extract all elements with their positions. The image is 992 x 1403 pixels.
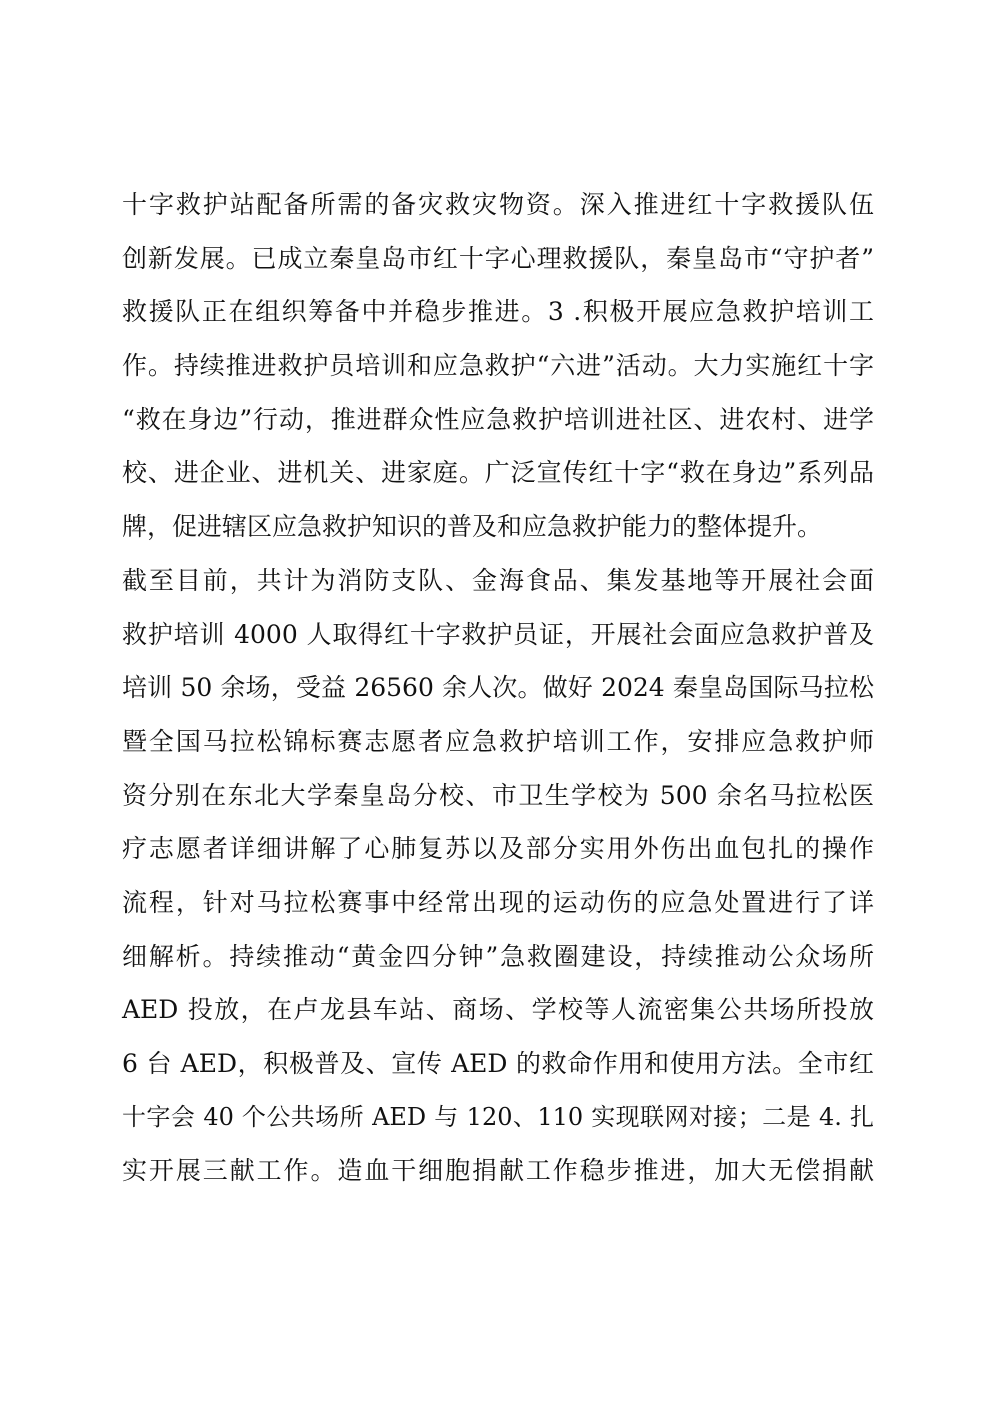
text-line: 十字会 40 个公共场所 AED 与 120、110 实现联网对接；二是 4. 扎: [122, 1102, 874, 1131]
text-line: 细解析。持续推动“黄金四分钟”急救圈建设，持续推动公众场所: [122, 941, 874, 971]
text-line: 截至目前，共计为消防支队、金海食品、集发基地等开展社会面: [122, 565, 874, 595]
text-line: 资分别在东北大学秦皇岛分校、市卫生学校为 500 余名马拉松医: [122, 780, 874, 810]
text-line: 实开展三献工作。造血干细胞捐献工作稳步推进，加大无偿捐献: [122, 1156, 874, 1186]
text-line: AED 投放，在卢龙县车站、商场、学校等人流密集公共场所投放: [122, 995, 874, 1025]
text-line: 校、进企业、进机关、进家庭。广泛宣传红十字“救在身边”系列品: [122, 458, 874, 488]
text-line: 十字救护站配备所需的备灾救灾物资。深入推进红十字救援队伍: [122, 190, 874, 219]
text-line: 救护培训 4000 人取得红十字救护员证，开展社会面应急救护普及: [122, 619, 874, 649]
body-text: [122, 178, 874, 1198]
text-line: 创新发展。已成立秦皇岛市红十字心理救援队，秦皇岛市“守护者”: [122, 243, 874, 273]
text-line: 牌，促进辖区应急救护知识的普及和应急救护能力的整体提升。: [122, 512, 823, 542]
text-line: 暨全国马拉松锦标赛志愿者应急救护培训工作，安排应急救护师: [122, 726, 874, 756]
text-line: “救在身边”行动，推进群众性应急救护培训进社区、进农村、进学: [122, 404, 874, 434]
text-line: 流程，针对马拉松赛事中经常出现的运动伤的应急处置进行了详: [122, 887, 874, 917]
text-line: 疗志愿者详细讲解了心肺复苏以及部分实用外伤出血包扎的操作: [122, 834, 874, 864]
text-line: 作。持续推进救护员培训和应急救护“六进”活动。大力实施红十字: [122, 351, 874, 381]
text-line: 6 台 AED，积极普及、宣传 AED 的救命作用和使用方法。全市红: [122, 1049, 874, 1078]
text-line: 培训 50 余场，受益 26560 余人次。做好 2024 秦皇岛国际马拉松: [122, 673, 874, 703]
text-line: 救援队正在组织筹备中并稳步推进。3 .积极开展应急救护培训工: [122, 297, 874, 327]
